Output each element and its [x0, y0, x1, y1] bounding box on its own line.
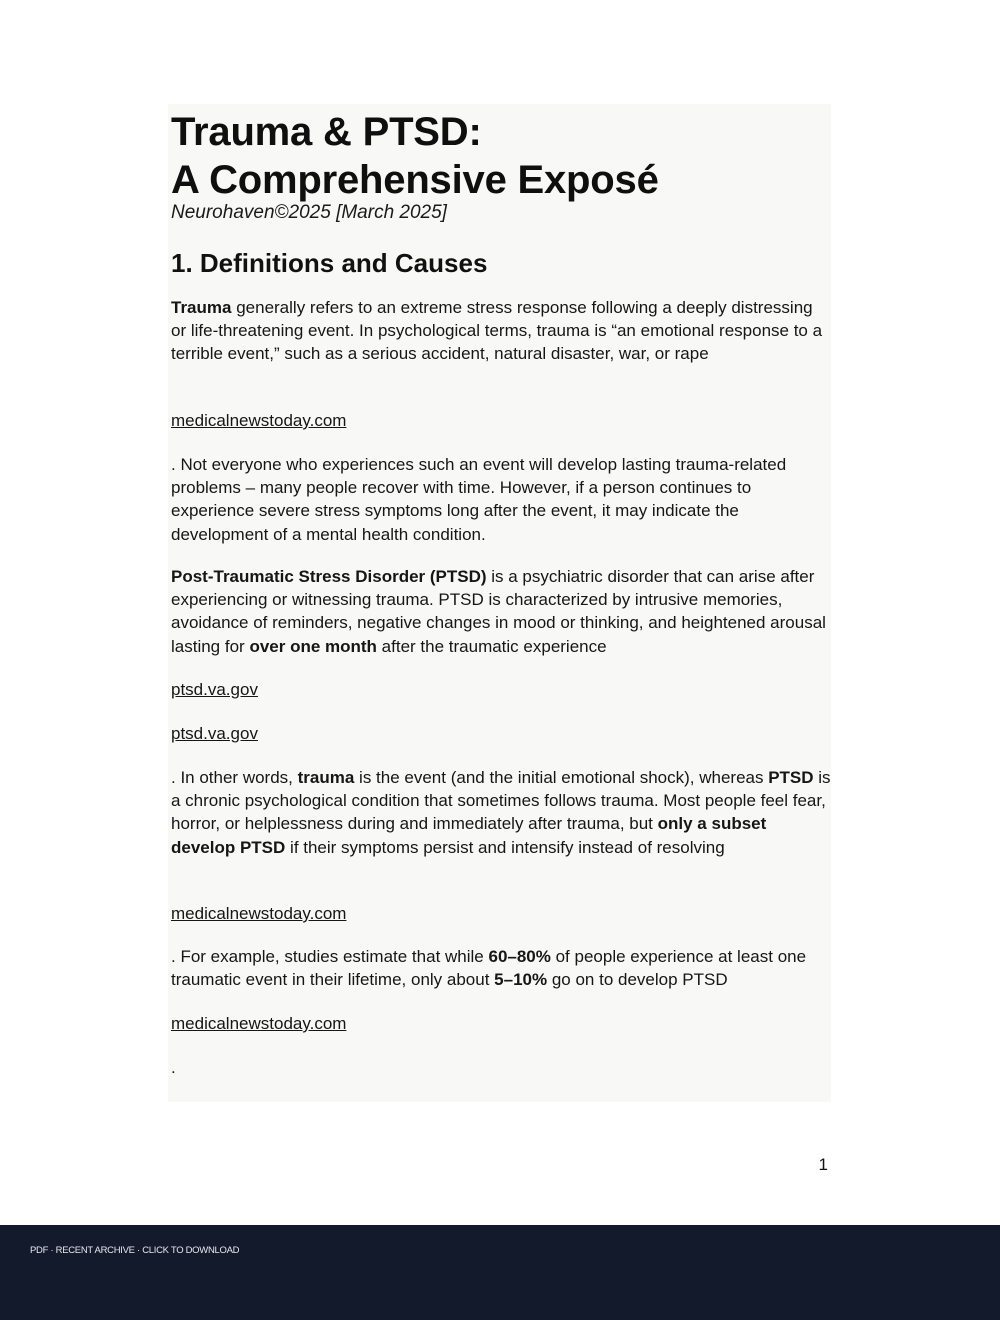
paragraph-text: . For example, studies estimate that while — [171, 947, 489, 966]
page-number: 1 — [818, 1155, 828, 1174]
trailing-period — [171, 1056, 831, 1079]
source-link-2-wrap — [171, 678, 831, 701]
source-link-medicalnewstoday-3[interactable]: medicalnewstoday.com — [171, 1014, 347, 1033]
source-link-4-wrap — [171, 902, 831, 925]
paragraph-text: . — [171, 1058, 176, 1077]
paragraph-text: is a chronic psychological condition that sometimes follows trauma. Most people feel fear, horror, or helplessness during and immediately after trauma, but — [171, 768, 831, 834]
paragraph-text: . In other words, — [171, 768, 298, 787]
bold-term: only a subset develop PTSD — [171, 814, 767, 857]
paragraph-text: of people experience at least one traumatic event in their lifetime, only about — [171, 947, 807, 990]
source-link-3-wrap — [171, 722, 831, 745]
bold-term: Post-Traumatic Stress Disorder (PTSD) — [171, 567, 487, 586]
document-title-line-2: A Comprehensive Exposé — [171, 158, 659, 202]
source-link-ptsd-va-gov-2[interactable]: ptsd.va.gov — [171, 724, 258, 743]
paragraph-text: go on to develop PTSD — [547, 970, 728, 990]
source-link-medicalnewstoday-1[interactable]: medicalnewstoday.com — [171, 411, 347, 430]
paragraph-text: after the traumatic experience — [376, 636, 607, 656]
paragraph-text: . Not everyone who experiences such an event will develop lasting trauma-related problems – many people recover with time. However, if a person continues to experience severe stress symptoms long after the event, it may indicate the development of a mental health condition. — [171, 455, 787, 544]
paragraph-statistics — [171, 945, 831, 991]
document-subtitle: Neurohaven©2025 [March 2025] — [171, 202, 447, 223]
bold-term: Trauma — [171, 298, 232, 317]
paragraph-trauma-vs-ptsd — [171, 766, 831, 859]
section-heading: 1. Definitions and Causes — [171, 248, 488, 278]
document-content — [171, 108, 831, 1077]
paragraph-trauma-definition — [171, 296, 831, 366]
paragraph-text: is the event (and the initial emotional shock), whereas — [354, 768, 769, 787]
download-footer-bar[interactable] — [0, 1225, 1000, 1320]
bold-statistic: 5–10% — [494, 970, 548, 990]
source-link-5-wrap — [171, 1012, 831, 1035]
download-archive-link[interactable]: PDF · RECENT ARCHIVE · CLICK TO DOWNLOAD — [30, 1245, 240, 1256]
source-link-medicalnewstoday-2[interactable]: medicalnewstoday.com — [171, 904, 347, 923]
paragraph-text: is a psychiatric disorder that can arise after experiencing or witnessing trauma. PTSD is characterized by intrusive memories, avoidance of reminders, negative changes in mood or thinking, and heightened arousal lasting for — [171, 567, 826, 656]
bold-term: over one month — [249, 636, 377, 656]
bold-term: PTSD — [768, 768, 814, 787]
bold-statistic: 60–80% — [488, 947, 551, 966]
paragraph-recovery — [171, 453, 831, 546]
bold-term: trauma — [297, 768, 355, 787]
source-link-ptsd-va-gov-1[interactable]: ptsd.va.gov — [171, 680, 258, 699]
paragraph-text: if their symptoms persist and intensify instead of resolving — [285, 837, 725, 857]
document-title-line-1: Trauma & PTSD: — [171, 110, 482, 154]
paragraph-text: generally refers to an extreme stress response following a deeply distressing or life-threatening event. In psychological terms, trauma is “an emotional response to a terrible event,” such as a serious accident, natural disaster, war, or rape — [171, 298, 823, 364]
source-link-1-wrap — [171, 409, 831, 432]
paragraph-ptsd-definition — [171, 565, 831, 658]
